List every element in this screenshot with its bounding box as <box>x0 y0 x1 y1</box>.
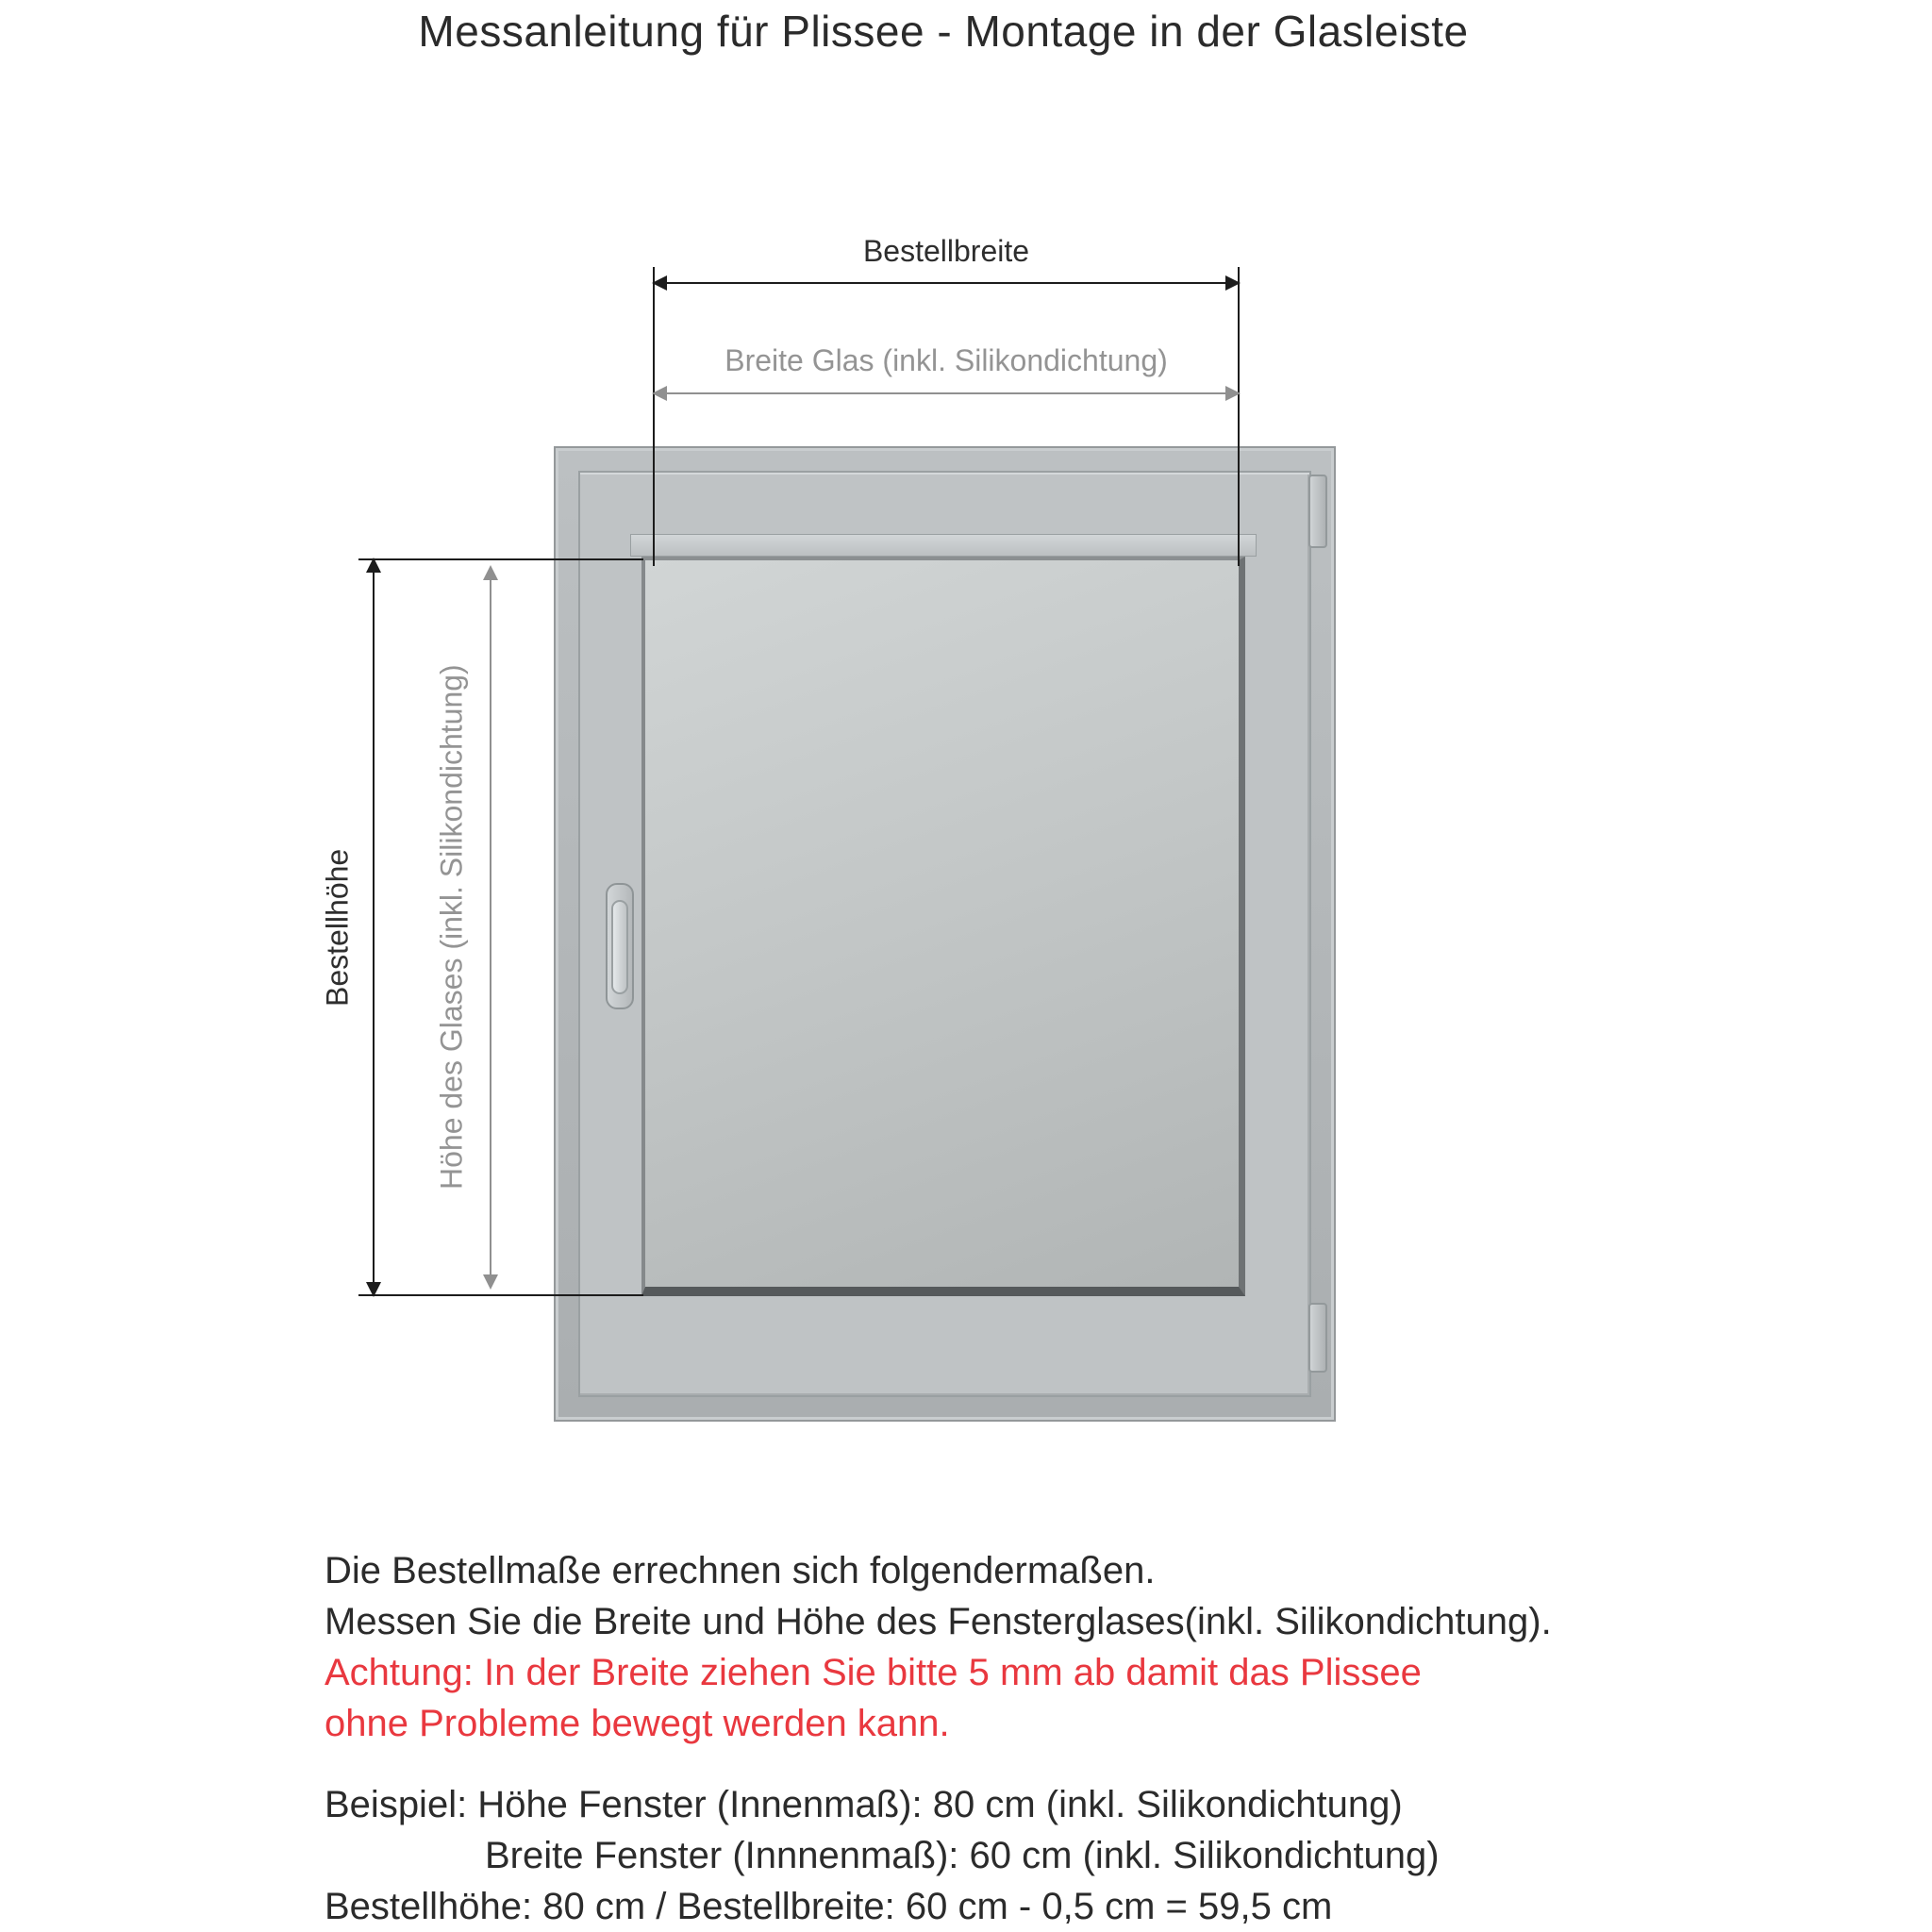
dim-label-bestellbreite: Bestellbreite <box>862 233 1030 268</box>
instruction-example-line1: Beispiel: Höhe Fenster (Innenmaß): 80 cm (inkl. Silikondichtung) <box>325 1784 1403 1825</box>
dim-arrow-bestellbreite <box>654 282 1239 284</box>
dim-label-bestellhoehe: Bestellhöhe <box>320 848 355 1007</box>
text-gap <box>325 1749 1552 1779</box>
window-glass <box>641 557 1245 1296</box>
extension-line-bottom <box>358 1294 643 1296</box>
page-title: Messanleitung für Plissee - Montage in der Glasleiste <box>418 7 1469 56</box>
dim-arrow-bestellhoehe <box>373 559 375 1295</box>
hinge-top-icon <box>1308 475 1327 548</box>
extension-line-top <box>358 558 643 560</box>
extension-line-left <box>653 267 655 566</box>
instruction-warning-line2: ohne Probleme bewegt werden kann. <box>325 1703 950 1744</box>
instruction-intro-line2: Messen Sie die Breite und Höhe des Fensterglases(inkl. Silikondichtung). <box>325 1601 1552 1642</box>
hinge-bottom-icon <box>1308 1303 1327 1373</box>
instruction-intro-line1: Die Bestellmaße errechnen sich folgendermaßen. <box>325 1550 1156 1591</box>
glazing-bead-top <box>630 534 1257 557</box>
window-handle-grip <box>611 900 628 994</box>
instruction-example-line2: Breite Fenster (Innnenmaß): 60 cm (inkl. Silikondichtung) <box>485 1835 1440 1876</box>
extension-line-right <box>1238 267 1240 566</box>
dim-arrow-breite-glas <box>654 392 1239 394</box>
dim-label-breite-glas: Breite Glas (inkl. Silikondichtung) <box>724 342 1168 377</box>
dim-label-hoehe-glas: Höhe des Glases (inkl. Silikondichtung) <box>434 664 469 1191</box>
instruction-warning-line1: Achtung: In der Breite ziehen Sie bitte 5 mm ab damit das Plissee <box>325 1652 1422 1693</box>
instruction-example-line3: Bestellhöhe: 80 cm / Bestellbreite: 60 cm - 0,5 cm = 59,5 cm <box>325 1886 1333 1927</box>
instruction-text-block <box>325 1545 1552 1932</box>
dim-arrow-hoehe-glas <box>490 567 491 1288</box>
